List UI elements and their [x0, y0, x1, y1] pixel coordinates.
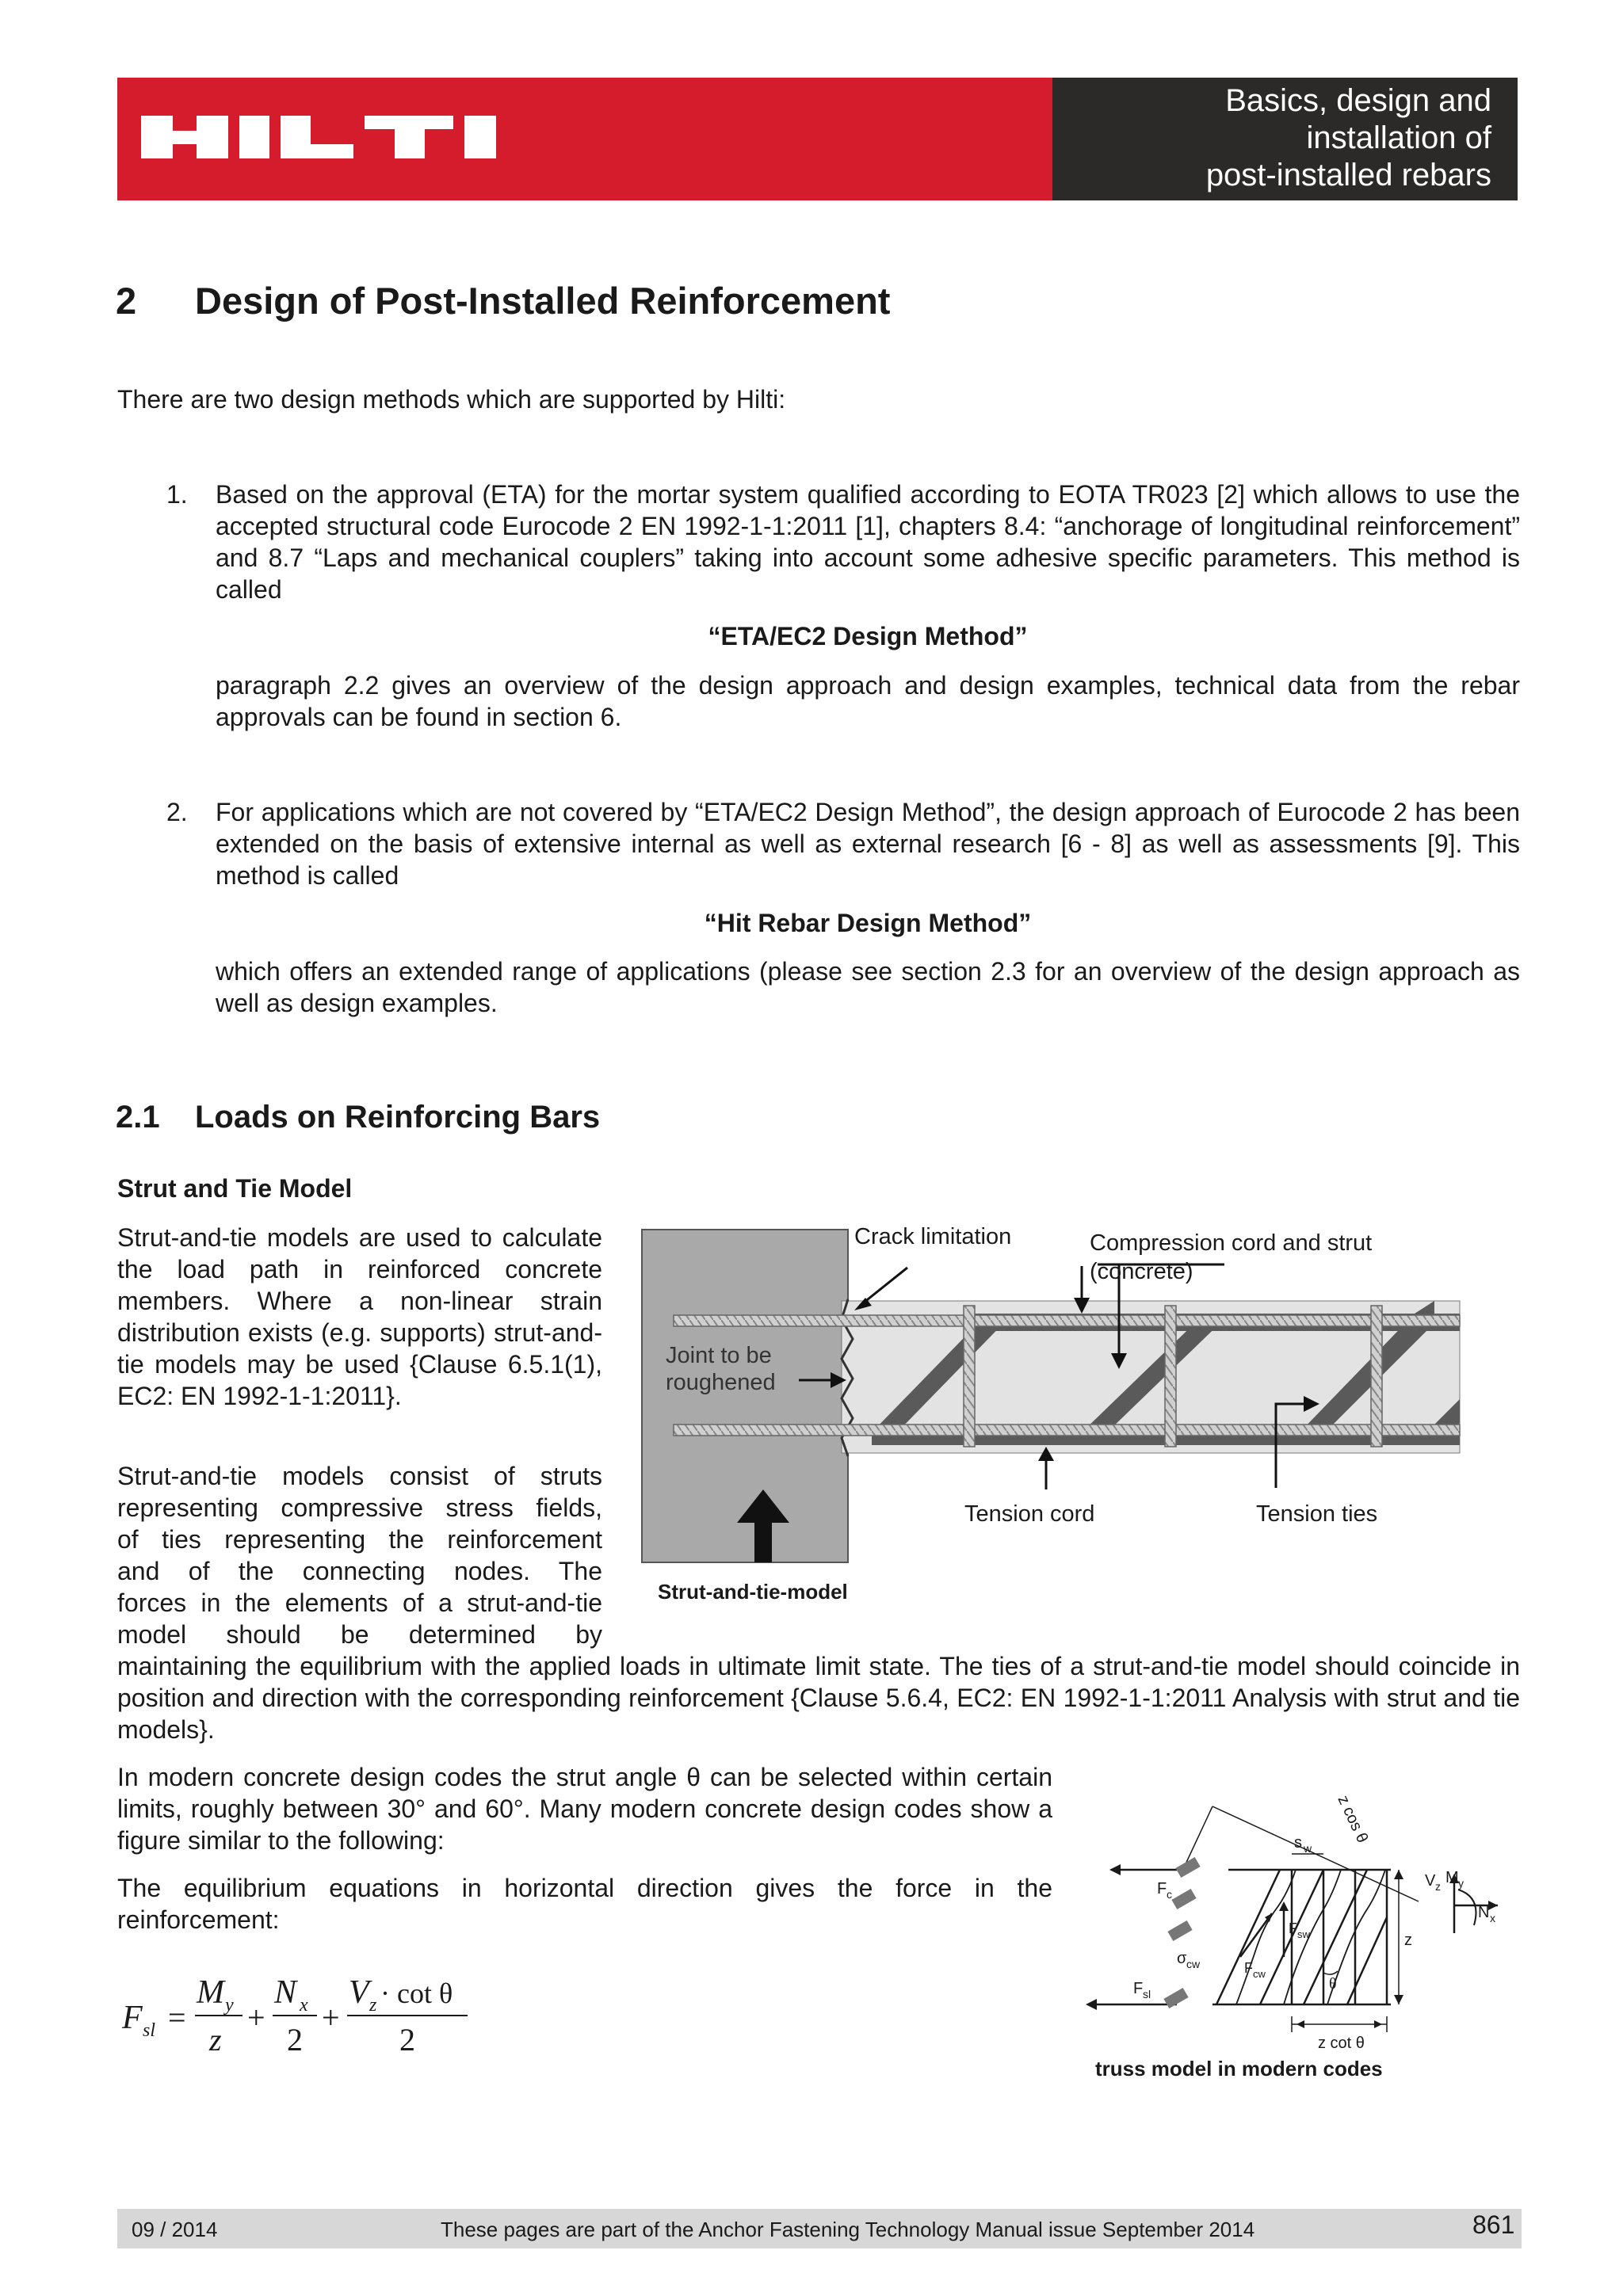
method-2-text: For applications which are not covered by “ETA/EC2 Design Method”, the design approach of Eurocode 2 has been extended on the basis of extensive internal as well as external research [6 - 8] as well as assessments [9]. This method is called [216, 798, 1520, 890]
formula-t3-den: 2 [399, 2022, 415, 2058]
subsection-number: 2.1 [116, 1100, 160, 1135]
top-rebar [674, 1315, 1460, 1326]
label-tension-ties: Tension ties [1256, 1501, 1378, 1527]
header-title-line: post-installed rebars [1205, 158, 1491, 193]
label-sigma: σ [1177, 1950, 1187, 1967]
text-line: and of the connecting nodes. The [117, 1557, 602, 1585]
text-line: model should be determined by [117, 1620, 602, 1649]
text-line: representing compressive stress fields, [117, 1493, 602, 1522]
hilti-logo [141, 109, 506, 165]
label-fcw-sub: cw [1253, 1968, 1266, 1980]
label-joint-2: roughened [666, 1370, 776, 1395]
label-crack: Crack limitation [854, 1224, 1012, 1249]
formula-t2-sub: x [300, 1995, 308, 2016]
subheading-strut-tie: Strut and Tie Model [117, 1174, 353, 1203]
figure1-caption: Strut-and-tie-model [658, 1580, 848, 1604]
strut-tie-figure [634, 1220, 1466, 1616]
label-zcos: z cos θ [1334, 1792, 1372, 1846]
header-title-line: Basics, design and [1225, 83, 1491, 118]
formula-t1-den: z [209, 2022, 222, 2058]
formula-t2-den: 2 [287, 2022, 303, 2058]
strut-paragraph-2-tail: maintaining the equilibrium with the applied loads in ultimate limit state. The ties of a strut-and-tie model should coincide in position and direction with the corresponding reinforcement {Clause 5.6.4, EC2: EN 1992-1-1:2011 Analysis with strut and tie models}. [117, 1652, 1520, 1744]
stirrup [1371, 1306, 1382, 1447]
label-fsw: F [1289, 1920, 1297, 1936]
list-marker: 1. [166, 480, 188, 509]
label-compression-2: (concrete) [1090, 1259, 1193, 1284]
formula-t1-sub: y [225, 1995, 234, 2016]
label-vz: V [1425, 1872, 1436, 1890]
label-nx-sub: x [1490, 1912, 1495, 1924]
label-fsw-sub: sw [1297, 1928, 1310, 1940]
method-2-name: “Hit Rebar Design Method” [704, 909, 1032, 937]
formula-lhs: F [122, 2000, 143, 2036]
strut-paragraph-2 [117, 1460, 602, 1650]
stirrup [964, 1306, 975, 1447]
text-line: Strut-and-tie models consist of struts [117, 1462, 602, 1490]
method-1-name: “ETA/EC2 Design Method” [708, 622, 1028, 650]
section-number: 2 [116, 280, 137, 322]
label-fsl-sub: sl [1143, 1988, 1151, 2000]
intro-text: There are two design methods which are supported by Hilti: [117, 385, 786, 414]
force-formula [119, 1965, 483, 2068]
equilibrium-paragraph: The equilibrium equations in horizontal direction gives the force in the reinforcement: [117, 1874, 1052, 1934]
formula-t3-sub: z [369, 1995, 377, 2016]
text-line: forces in the elements of a strut-and-tie [117, 1589, 602, 1617]
stirrup [1165, 1306, 1176, 1447]
footer-date: 09 / 2014 [132, 2218, 218, 2241]
method-1-after: paragraph 2.2 gives an overview of the design approach and design examples, technical data from the rebar approvals can be found in section 6. [216, 671, 1520, 731]
label-fc: F [1157, 1880, 1167, 1897]
subsection-title: Loads on Reinforcing Bars [195, 1100, 601, 1135]
label-vz-sub: z [1435, 1880, 1441, 1893]
label-sw: s [1294, 1834, 1302, 1852]
support-column [642, 1230, 848, 1562]
formula-t3-rest: · cot θ [380, 1978, 453, 2009]
text-line: of ties representing the reinforcement [117, 1525, 602, 1554]
svg-text:+: + [322, 2000, 340, 2035]
truss-figure [1086, 1775, 1514, 2084]
formula-t2-num: N [274, 1974, 297, 2011]
label-nx: N [1478, 1904, 1490, 1921]
section-heading [116, 279, 890, 322]
label-compression: Compression cord and strut [1090, 1230, 1373, 1256]
formula-t1-num: M [197, 1974, 224, 2011]
label-theta: θ [1329, 1975, 1337, 1993]
formula-lhs-sub: sl [143, 2020, 156, 2041]
header-title [1062, 82, 1506, 194]
footer-note: These pages are part of the Anchor Fastening Technology Manual issue September 2014 [441, 2218, 1255, 2241]
angle-paragraph: In modern concrete design codes the strut angle θ can be selected within certain limits, roughly between 30° and 60°. Many modern concrete design codes show a figure similar to the following: [117, 1763, 1052, 1855]
bottom-rebar [674, 1425, 1460, 1436]
label-fcw: F [1244, 1960, 1253, 1976]
label-z: z [1404, 1932, 1412, 1949]
section-title: Design of Post-Installed Reinforcement [195, 280, 891, 322]
figure2-caption: truss model in modern codes [1095, 2057, 1383, 2081]
subsection-heading [116, 1100, 600, 1135]
page-number: 861 [1472, 2210, 1515, 2239]
strut-paragraph-1: Strut-and-tie models are used to calculate the load path in reinforced concrete members. Where a non-linear strain distribution exists (e.g. supports) strut-and-tie models may be used {Clause 6.5.1(1), EC2: EN 1992-1-1:2011}. [117, 1223, 602, 1410]
method-2-after: which offers an extended range of applications (please see section 2.3 for an overview of the design approach as well as design examples. [216, 957, 1520, 1017]
list-marker: 2. [166, 798, 188, 826]
method-1-text: Based on the approval (ETA) for the mortar system qualified according to EOTA TR023 [2] which allows to use the accepted structural code Eurocode 2 EN 1992-1-1:2011 [1], chapters 8.4: “anchorage of longitudinal reinforcement” and 8.7 “Laps and mechanical couplers” taking into account some adhesive specific parameters. This method is called [216, 480, 1520, 604]
label-my: M [1445, 1869, 1459, 1886]
label-fc-sub: c [1167, 1888, 1172, 1901]
label-zcot: z cot θ [1318, 2035, 1365, 2052]
svg-text:+: + [247, 2000, 265, 2035]
svg-text:=: = [168, 2000, 186, 2035]
label-joint: Joint to be [666, 1343, 772, 1368]
label-fsl: F [1133, 1980, 1144, 1997]
label-tension-cord: Tension cord [964, 1501, 1095, 1527]
label-sw-sub: w [1304, 1842, 1312, 1855]
formula-t3-num: V [349, 1974, 369, 2011]
label-my-sub: y [1458, 1877, 1464, 1890]
header-title-line: installation of [1306, 120, 1491, 155]
label-sigma-sub: cw [1186, 1958, 1201, 1970]
